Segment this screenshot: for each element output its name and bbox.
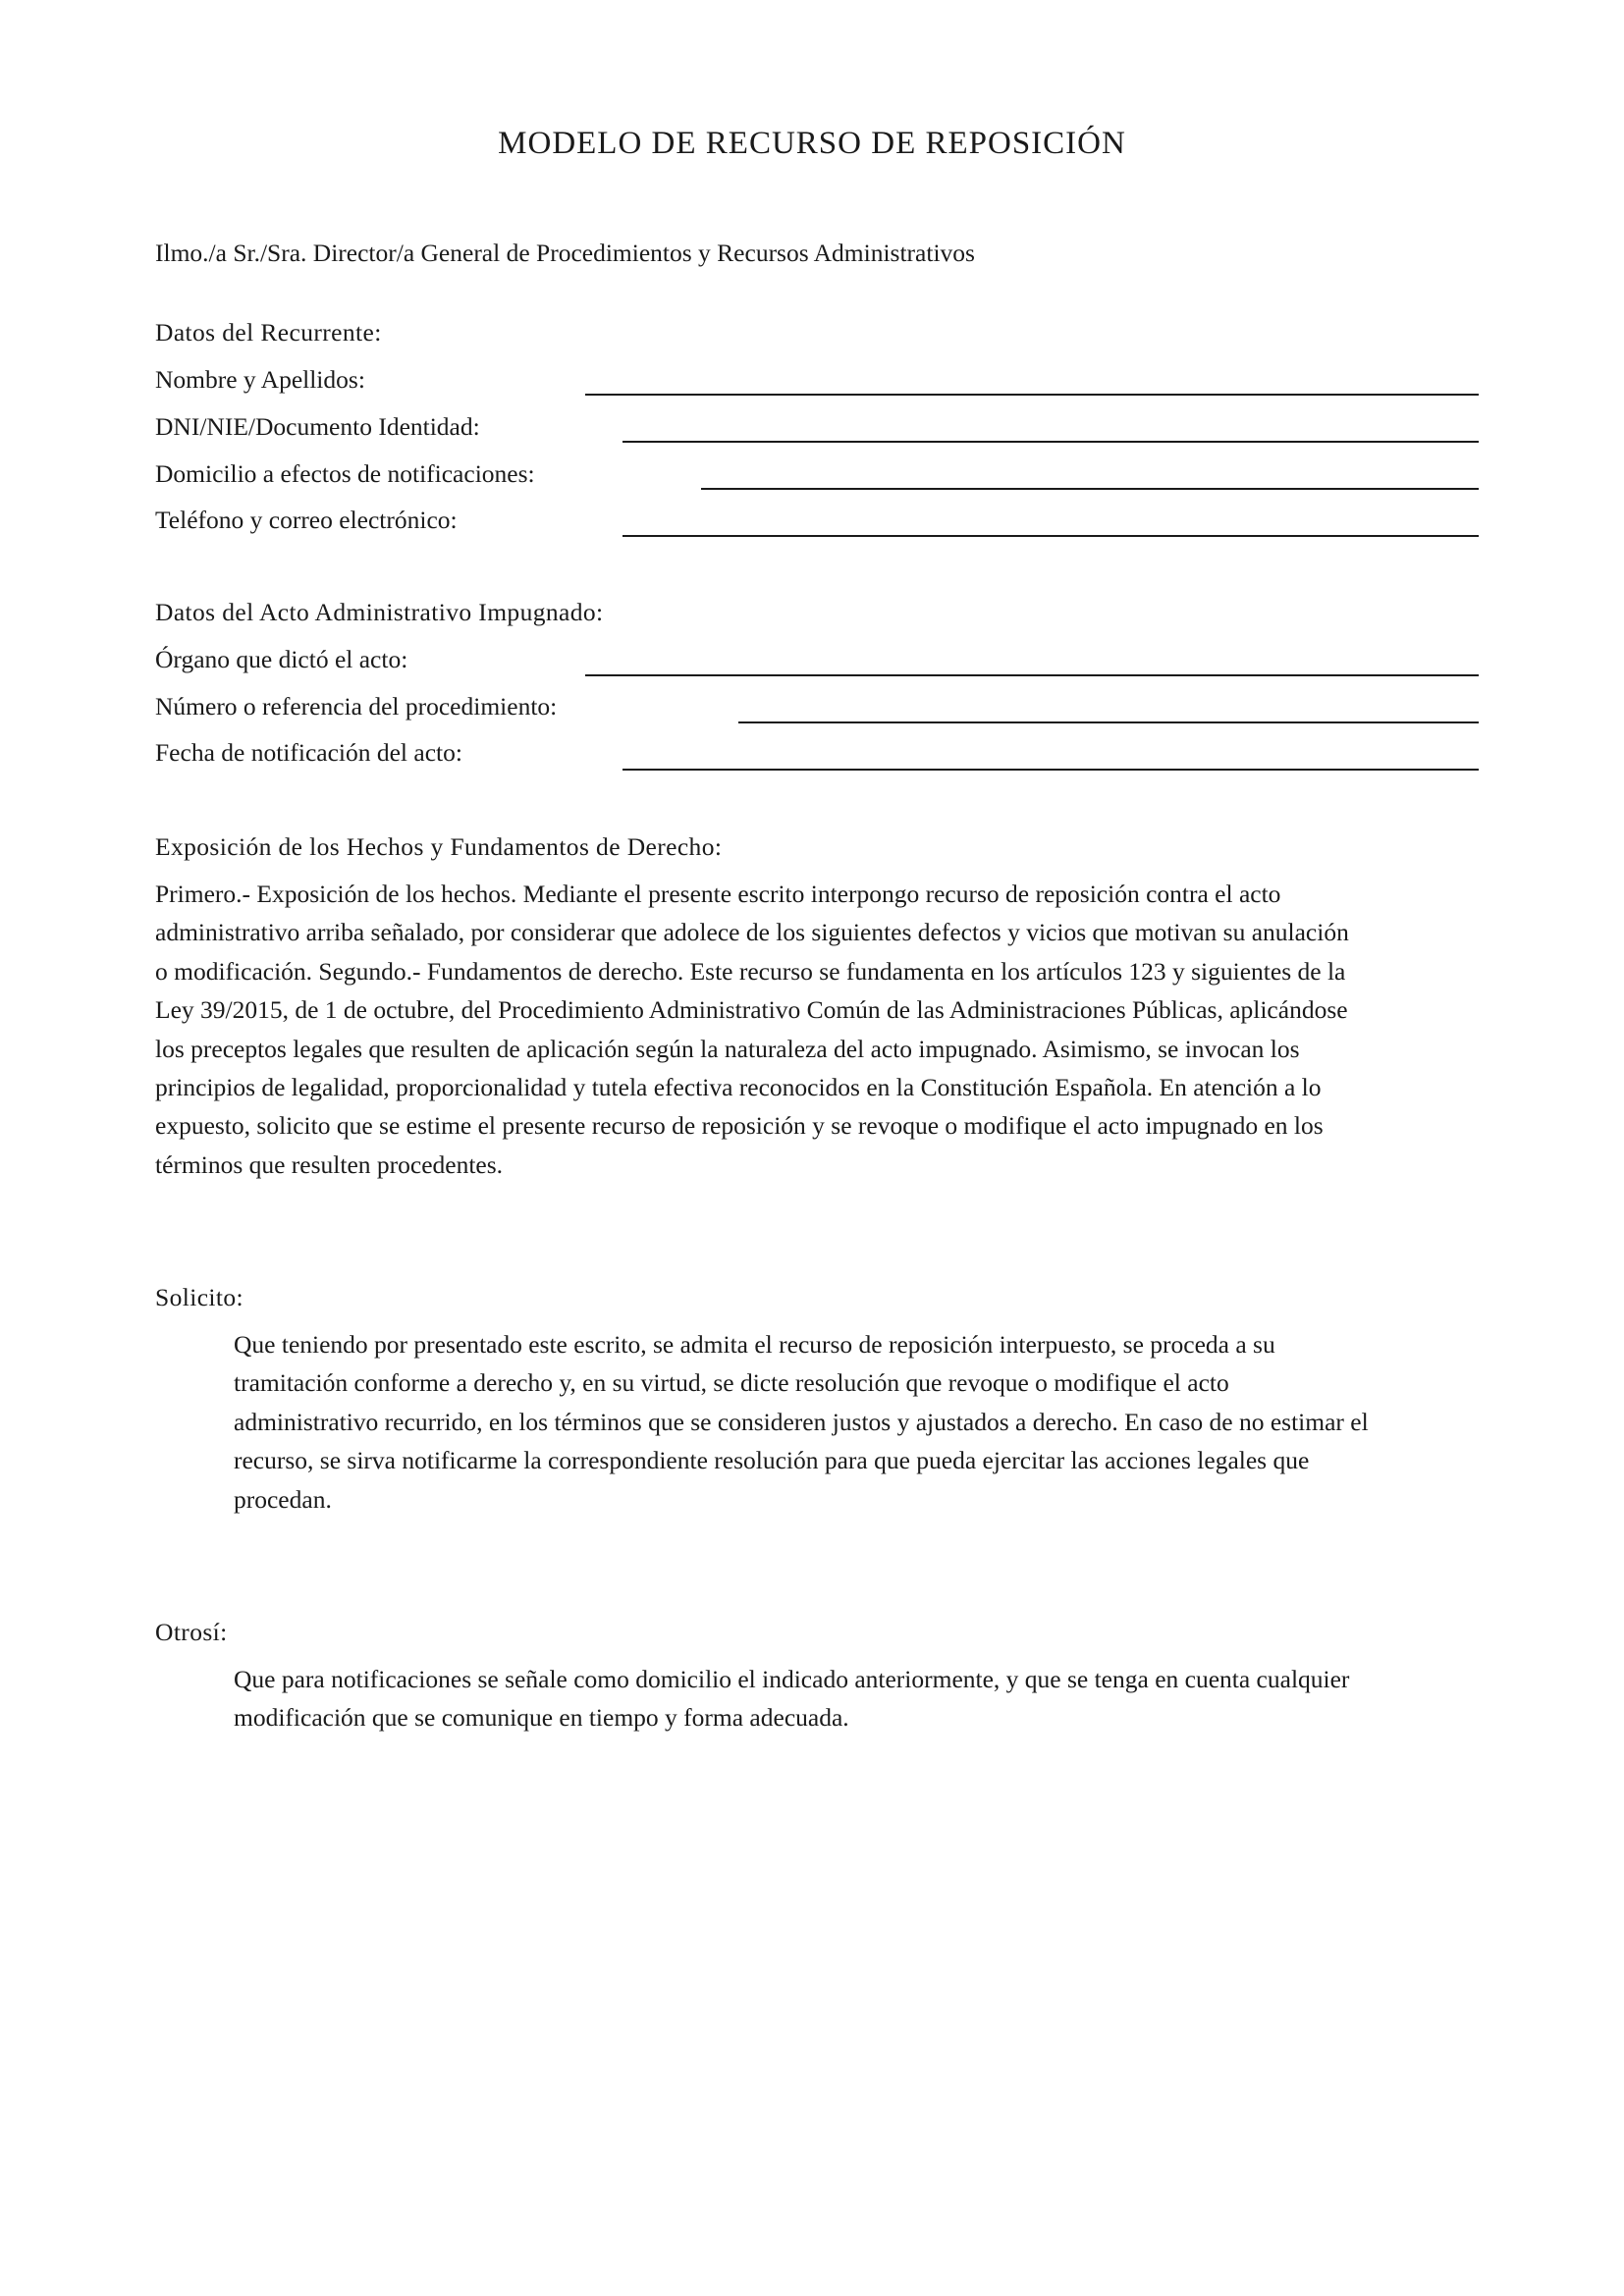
- paragraph-line: recurso, se sirva notificarme la correspondiente resolución para que pueda ejercitar las acciones legales que: [234, 1446, 1310, 1475]
- paragraph-line: o modificación. Segundo.- Fundamentos de derecho. Este recurso se fundamenta en los artículos 123 y siguientes de la: [155, 956, 1346, 986]
- field-line-nombre[interactable]: [585, 394, 1479, 396]
- exposicion-paragraph: [155, 875, 1349, 1184]
- field-label-domicilio: Domicilio a efectos de notificaciones:: [155, 459, 535, 488]
- field-label-nombre: Nombre y Apellidos:: [155, 365, 365, 394]
- otrosi-heading: Otrosí:: [155, 1618, 228, 1646]
- paragraph-line: Que teniendo por presentado este escrito, se admita el recurso de reposición interpuesto, se proceda a su: [234, 1330, 1275, 1359]
- paragraph-line: Que para notificaciones se señale como domicilio el indicado anteriormente, y que se tenga en cuenta cualquier: [234, 1665, 1350, 1693]
- paragraph-line: modificación que se comunique en tiempo y forma adecuada.: [234, 1703, 849, 1733]
- field-label-dni: DNI/NIE/Documento Identidad:: [155, 412, 480, 441]
- field-line-dni[interactable]: [623, 441, 1479, 443]
- exposicion-heading: Exposición de los Hechos y Fundamentos de Derecho:: [155, 832, 723, 861]
- paragraph-line: procedan.: [234, 1484, 332, 1514]
- field-label-numero: Número o referencia del procedimiento:: [155, 692, 558, 721]
- field-line-domicilio[interactable]: [701, 488, 1479, 490]
- document-title: MODELO DE RECURSO DE REPOSICIÓN: [498, 126, 1126, 161]
- solicito-paragraph: [234, 1325, 1369, 1519]
- paragraph-line: expuesto, solicito que se estime el presente recurso de reposición y se revoque o modifique el acto impugnado en los: [155, 1111, 1324, 1141]
- field-label-organo: Órgano que dictó el acto:: [155, 645, 408, 673]
- paragraph-line: los preceptos legales que resulten de aplicación según la naturaleza del acto impugnado. Asimismo, se invocan los: [155, 1034, 1300, 1063]
- paragraph-line: términos que resulten procedentes.: [155, 1149, 504, 1179]
- acto-heading: Datos del Acto Administrativo Impugnado:: [155, 598, 604, 626]
- solicito-heading: Solicito:: [155, 1283, 244, 1311]
- field-line-numero[interactable]: [738, 721, 1479, 723]
- paragraph-line: administrativo arriba señalado, por considerar que adolece de los siguientes defectos y vicios que motivan su anulación: [155, 918, 1349, 947]
- field-line-organo[interactable]: [585, 674, 1479, 676]
- field-label-telefono: Teléfono y correo electrónico:: [155, 506, 458, 534]
- addressee: Ilmo./a Sr./Sra. Director/a General de Procedimientos y Recursos Administrativos: [155, 239, 975, 267]
- paragraph-line: tramitación conforme a derecho y, en su virtud, se dicte resolución que revoque o modifique el acto: [234, 1368, 1229, 1398]
- field-label-fecha: Fecha de notificación del acto:: [155, 738, 462, 767]
- otrosi-paragraph: [234, 1660, 1349, 1737]
- paragraph-line: administrativo recurrido, en los términos que se consideren justos y ajustados a derecho. En caso de no estimar el: [234, 1407, 1369, 1436]
- field-line-fecha[interactable]: [623, 769, 1479, 771]
- paragraph-line: Primero.- Exposición de los hechos. Mediante el presente escrito interpongo recurso de reposición contra el acto: [155, 880, 1281, 908]
- recurrente-heading: Datos del Recurrente:: [155, 318, 382, 347]
- field-line-telefono[interactable]: [623, 535, 1479, 537]
- paragraph-line: Ley 39/2015, de 1 de octubre, del Procedimiento Administrativo Común de las Administraciones Públicas, aplicándose: [155, 995, 1348, 1025]
- paragraph-line: principios de legalidad, proporcionalidad y tutela efectiva reconocidos en la Constitución Española. En atención a lo: [155, 1072, 1322, 1101]
